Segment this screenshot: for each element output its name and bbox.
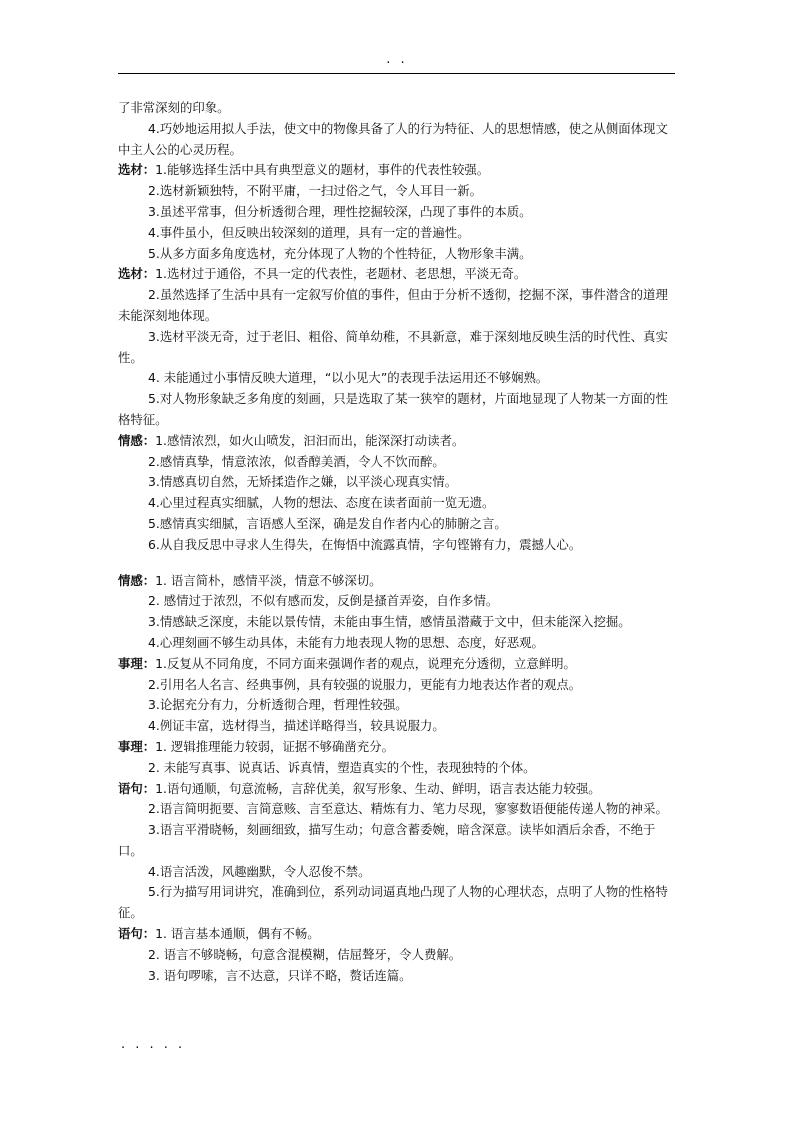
section-item (118, 737, 678, 758)
list-item: 5.感情真实细腻，言语感人至深，确是发自作者内心的肺腑之言。 (148, 515, 507, 531)
list-item: 2. 感情过于浓烈，不似有感而发，反倒是搔首弄姿，自作多情。 (148, 593, 499, 609)
list-item: 2.引用名人名言、经典事例，具有较强的说服力，更能有力地表达作者的观点。 (148, 676, 582, 692)
list-item: 3. 语句啰嗦，言不达意，只详不略，赘话连篇。 (148, 967, 412, 983)
list-item: 3.论据充分有力，分析透彻合理，哲理性较强。 (148, 697, 408, 713)
list-item: 2.语言简明扼要、言简意赅、言至意达、精炼有力、笔力尽现，寥寥数语便能传递人物的神采。 (148, 801, 668, 817)
paragraph: 了非常深刻的印象。 (118, 100, 230, 115)
list-item: 2.感情真挚，情意浓浓，似香醇美酒，令人不饮而醉。 (148, 453, 445, 469)
list-item: 6.从自我反思中寻求人生得失，在悔悟中流露真情，字句铿锵有力，震撼人心。 (148, 536, 582, 552)
header-dots: . . (386, 52, 408, 67)
list-item: 3.语言平滑晓畅，刻画细致，描写生动；句意含蓄委婉，暗含深意。读毕如酒后余香，不绝于口。 (118, 822, 656, 858)
footer-dots: . . . . . (121, 1037, 186, 1052)
list-item: 2. 未能写真事、说真话、诉真情，塑造真实的个性，表现独特的个体。 (148, 759, 536, 775)
section-label: 选材： (118, 266, 156, 282)
section-item-text: 1. 逻辑推理能力较弱，证据不够确凿充分。 (155, 738, 394, 754)
list-item: 3.选材平淡无奇，过于老旧、粗俗、简单幼稚，不具新意，难于深刻地反映生活的时代性、真实性。 (118, 328, 668, 365)
section-item-text: 1.能够选择生活中具有典型意义的题材，事件的代表性较强。 (155, 162, 490, 178)
list-item: 2.选材新颖独特，不附平庸，一扫过俗之气，令人耳目一新。 (148, 183, 482, 199)
section-item (118, 571, 678, 592)
list-item: 3.情感真切自然，无矫揉造作之嫌，以平淡心现真实情。 (148, 474, 458, 490)
section-label: 语句： (118, 780, 156, 796)
list-item: 4.心理刻画不够生动具体，未能有力地表现人物的思想、态度，好恶观。 (148, 634, 544, 650)
header-rule (118, 73, 675, 74)
section-item (118, 160, 678, 181)
list-item: 3.虽述平常事，但分析透彻合理，理性挖掘较深，凸现了事件的本质。 (148, 203, 532, 219)
section-label: 事理： (118, 738, 156, 754)
list-item: 3.情感缺乏深度，未能以景传情，未能由事生情，感情虽潜藏于文中，但未能深入挖掘。 (148, 614, 631, 630)
list-item: 4.语言活泼，风趣幽默，令人忍俊不禁。 (148, 863, 371, 879)
section-item (118, 264, 678, 285)
list-item: 2. 语言不够晓畅，句意含混模糊，佶屈聱牙，令人费解。 (148, 946, 462, 962)
section-label: 情感： (118, 572, 156, 588)
section-item (118, 654, 678, 675)
section-item (118, 779, 678, 800)
section-item (118, 431, 678, 452)
paragraph: 4.巧妙地运用拟人手法，使文中的物像具备了人的行为特征、人的思想情感，使之从侧面体现文中主人公的心灵历程。 (118, 120, 668, 157)
list-item: 4.例证丰富，选材得当，描述详略得当，较具说服力。 (148, 718, 445, 734)
section-item-text: 1. 语言基本通顺，偶有不畅。 (155, 926, 320, 942)
list-item: 4. 未能通过小事情反映大道理，“以小见大”的表现手法运用还不够娴熟。 (148, 370, 549, 386)
section-item-text: 1.感情浓烈，如火山喷发，汩汩而出，能深深打动读者。 (155, 432, 465, 448)
section-label: 事理： (118, 655, 156, 671)
section-item-text: 1.语句通顺，句意流畅，言辞优美，叙写形象、生动、鲜明，语言表达能力较强。 (155, 780, 601, 796)
section-label: 选材： (118, 162, 156, 178)
list-item: 5.行为描写用词讲究，准确到位，系列动词逼真地凸现了人物的心理状态，点明了人物的性格特征。 (118, 884, 668, 921)
paragraph-gap (118, 556, 678, 571)
document-body (118, 98, 678, 986)
section-item (118, 924, 678, 945)
section-label: 语句： (118, 926, 156, 942)
list-item: 4.心里过程真实细腻，人物的想法、态度在读者面前一览无遗。 (148, 495, 495, 511)
list-item: 5.从多方面多角度选材，充分体现了人物的个性特征，人物形象丰满。 (148, 245, 532, 261)
section-label: 情感： (118, 432, 156, 448)
section-item-text: 1. 语言简朴，感情平淡，情意不够深切。 (155, 572, 382, 588)
list-item: 5.对人物形象缺乏多角度的刻画，只是选取了某一狭窄的题材，片面地显现了人物某一方面的性格特征。 (118, 391, 668, 427)
section-item-text: 1.反复从不同角度，不同方面来强调作者的观点，说理充分透彻，立意鲜明。 (155, 655, 576, 671)
list-item: 2.虽然选择了生活中具有一定叙写价值的事件，但由于分析不透彻，挖掘不深，事件潜含的道理未能深刻地体现。 (118, 287, 668, 323)
section-item-text: 1.选材过于通俗，不具一定的代表性，老题材、老思想，平淡无奇。 (155, 266, 527, 282)
list-item: 4.事件虽小，但反映出较深刻的道理，具有一定的普遍性。 (148, 224, 470, 240)
